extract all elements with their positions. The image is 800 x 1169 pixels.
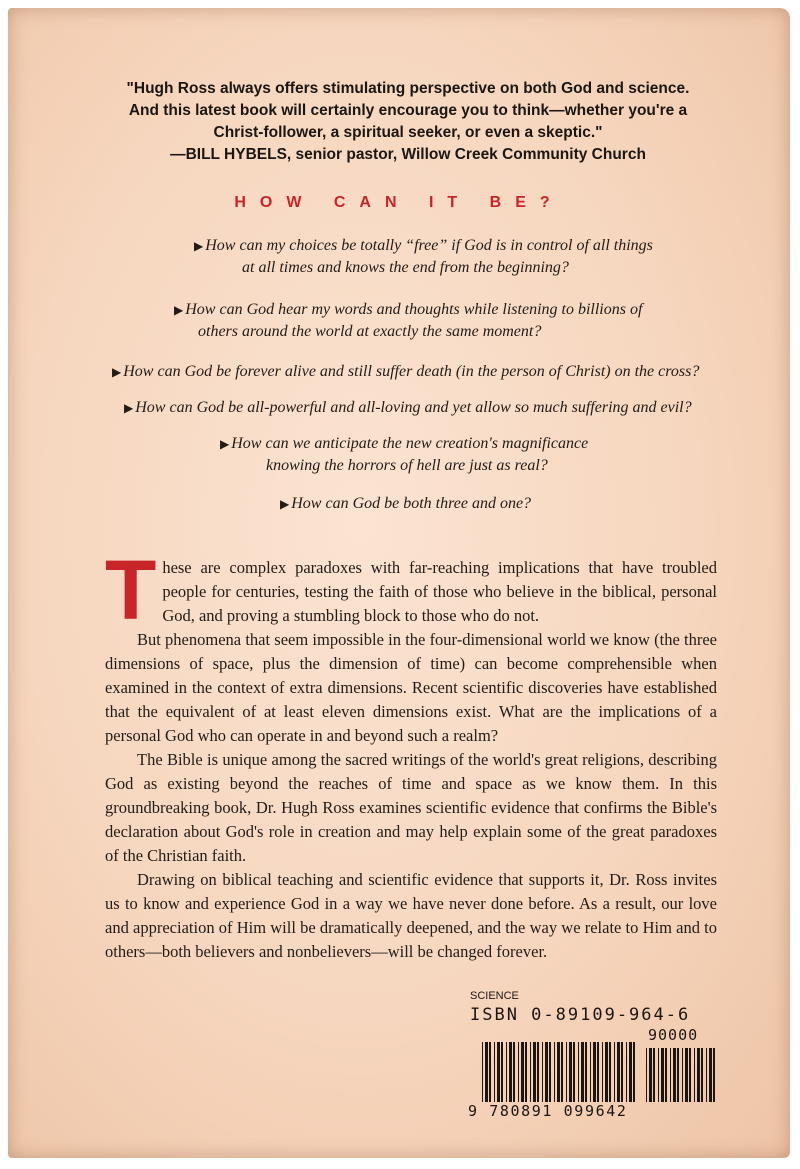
triangle-bullet-icon: ▶ — [174, 303, 184, 317]
question-item — [280, 492, 531, 516]
triangle-bullet-icon: ▶ — [280, 497, 290, 511]
endorsement-line: "Hugh Ross always offers stimulating perspective on both God and science. — [126, 80, 690, 97]
paragraph — [105, 543, 717, 637]
question-continuation: knowing the horrors of hell are just as real? — [266, 457, 548, 474]
endorsement-line: And this latest book will certainly encourage you to think—whether you're a — [128, 102, 688, 119]
category-label: SCIENCE — [470, 990, 519, 1002]
paragraph-text: hese are complex paradoxes with far-reaching implications that have troubled people for centuries, testing the faith of those who believe in the biblical, personal God, and proving a stumbling block to those who do not. — [162, 558, 717, 625]
isbn-number: ISBN 0-89109-964-6 — [470, 1005, 691, 1025]
paragraph: But phenomena that seem impossible in the four-dimensional world we know (the three dimensions of space, plus the dimension of time) can become comprehensible when examined in the context of extra dimensions. Recent scientific discoveries have established that the equivalent of at least eleven dimensions exist. What are the implications of a personal God who can operate in and beyond such a realm? — [105, 630, 717, 745]
question-item — [124, 396, 692, 420]
question-text: How can we anticipate the new creation's magnificance — [231, 435, 589, 452]
paragraph: The Bible is unique among the sacred writings of the world's great religions, describing God as existing beyond the reaches of time and space as we know them. In this groundbreaking book, Dr. Hugh Ross examines scientific evidence that confirms the Bible's declaration about God's role in creation and may help explain some of the great paradoxes of the Christian faith. — [105, 750, 717, 865]
price-barcode-bars — [646, 1048, 715, 1102]
question-text: How can God be both three and one? — [291, 495, 532, 512]
question-text: How can my choices be totally “free” if God is in control of all things — [205, 237, 653, 254]
endorsement-quote — [78, 78, 738, 166]
question-item — [194, 234, 653, 258]
book-back-cover — [8, 8, 790, 1158]
description-body — [105, 543, 717, 964]
paragraph: Drawing on biblical teaching and scientific evidence that supports it, Dr. Ross invites us to know and experience God in a way we have never done before. As a result, our love and appreciation of Him will be dramatically deepened, and the way we relate to Him and to others—both believers and nonbelievers—will be changed forever. — [105, 870, 717, 961]
section-heading: HOW CAN IT BE? — [234, 194, 564, 211]
question-item — [112, 360, 699, 384]
question-text: How can God be all-powerful and all-loving and yet allow so much suffering and evil? — [135, 399, 692, 416]
question-item — [220, 432, 588, 456]
endorsement-line: Christ-follower, a spiritual seeker, or even a skeptic." — [213, 124, 603, 141]
triangle-bullet-icon: ▶ — [112, 365, 122, 379]
question-continuation: others around the world at exactly the same moment? — [198, 323, 542, 340]
triangle-bullet-icon: ▶ — [220, 437, 230, 451]
barcode-digits: 9 780891 099642 — [468, 1102, 628, 1120]
endorsement-attribution: —BILL HYBELS, senior pastor, Willow Creek Community Church — [170, 146, 646, 163]
drop-cap: T — [105, 543, 157, 637]
question-text: How can God hear my words and thoughts while listening to billions of — [185, 301, 643, 318]
question-text: How can God be forever alive and still suffer death (in the person of Christ) on the cross? — [123, 363, 700, 380]
price-code: 90000 — [648, 1026, 699, 1044]
question-item — [174, 298, 642, 322]
ean-barcode-bars — [482, 1042, 635, 1102]
question-continuation: at all times and knows the end from the beginning? — [242, 259, 569, 276]
triangle-bullet-icon: ▶ — [124, 401, 134, 415]
triangle-bullet-icon: ▶ — [194, 239, 204, 253]
